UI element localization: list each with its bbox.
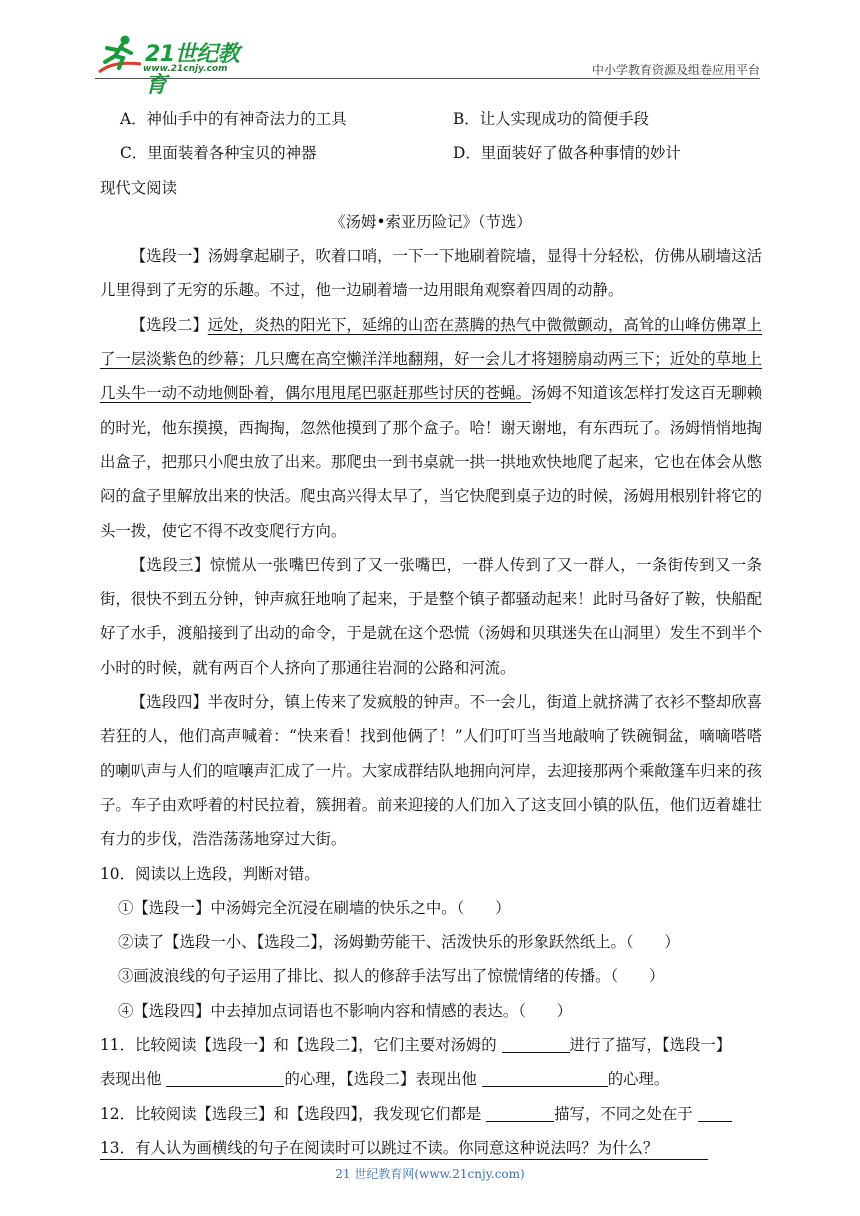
answer-blank[interactable] (486, 1103, 554, 1122)
question-11-text: 进行了描写，【选段一】 (569, 1036, 732, 1055)
platform-name: 中小学教育资源及组卷应用平台 (591, 63, 760, 77)
passage-title: 《汤姆•索亚历险记》（节选） (330, 212, 532, 231)
question-10-item: ②读了【选段一小、【选段二】，汤姆勤劳能干、活泼快乐的形象跃然纸上。（ ） (118, 933, 680, 952)
question-12 (100, 1097, 762, 1131)
page-header (95, 34, 760, 98)
logo-url: www.21cnjy.com (143, 64, 228, 74)
question-11-text: 11．比较阅读【选段一】和【选段二】，它们主要对汤姆的 (100, 1036, 502, 1055)
options-row (100, 102, 762, 136)
passage-paragraph-3: 【选段三】惊慌从一张嘴巴传到了又一张嘴巴，一群人传到了又一群人，一条街传到又一条街，很快不到五分钟，钟声疯狂地响了起来，于是整个镇子都骚动起来！此时马备好了鞍，快船配好了水手，渡船接到了出动的命令，于是就在这个恐慌（汤姆和贝琪迷失在山洞里）发生不到半个小时的时候，就有两百个人挤向了那通往岩洞的公路和河流。 (100, 555, 762, 677)
passage-paragraph-4: 【选段四】半夜时分，镇上传来了发疯般的钟声。不一会儿，街道上就挤满了衣衫不整却欣喜若狂的人，他们高声喊着：“快来看！找到他俩了！”人们叮叮当当地敲响了铁碗铜盆，嘀嘀嗒嗒的喇叭声与人们的喧嚷声汇成了一片。大家成群结队地拥向河岸，去迎接那两个乘敞篷车归来的孩子。车子由欢呼着的村民拉着，簇拥着。前来迎接的人们加入了这支回小镇的队伍，他们迈着雄壮有力的步伐，浩浩荡荡地穿过大街。 (100, 693, 762, 849)
answer-blank[interactable] (502, 1034, 570, 1053)
passage-paragraph-2 (100, 308, 762, 548)
question-11-line-2 (100, 1062, 762, 1096)
question-10: 10．阅读以上选段，判断对错。 (100, 864, 320, 883)
question-10-item: ①【选段一】中汤姆完全沉浸在刷墙的快乐之中。（ ） (118, 898, 511, 917)
answer-blank[interactable] (166, 1068, 284, 1087)
question-12-text: 12．比较阅读【选段三】和【选段四】，我发现它们都是 (100, 1104, 487, 1123)
question-12-text: 描写，不同之处在于 (554, 1104, 698, 1123)
question-11-text: 的心理，【选段二】表现出他 (284, 1070, 482, 1089)
underlined-sentence: 远处，炎热的阳光下，延绵的山峦在蒸腾的热气中微微颤动，高耸的山峰仿佛罩上了一层淡紫色的纱幕；几只鹰在高空懒洋洋地翻翔，好一会儿才将翅膀扇动两三下；近处的草地上几头牛一动不动地侧卧着，偶尔甩甩尾巴驱赶那些讨厌的苍蝇。 (100, 315, 762, 403)
page-content (100, 102, 762, 1165)
question-11-text: 表现出他 (100, 1070, 167, 1089)
option-a: A．神仙手中的有神奇法力的工具 (120, 110, 347, 128)
section-label: 现代文阅读 (100, 178, 177, 197)
answer-blank[interactable] (698, 1103, 732, 1122)
option-c: C．里面装着各种宝贝的神器 (120, 144, 317, 163)
paragraph-text: 汤姆不知道该怎样打发这百无聊赖的时光，他东摸摸，西掏掏，忽然他摸到了那个盒子。哈！谢天谢地，有东西玩了。汤姆悄悄地掏出盒子，把那只小爬虫放了出来。那爬虫一到书桌就一拱一拱地欢快地爬了起来，它也在体会从憋闷的盒子里解放出来的快活。爬虫高兴得太早了，当它快爬到桌子边的时候，汤姆用根别针将它的头一拨，使它不得不改变爬行方向。 (100, 384, 762, 540)
logo (95, 34, 260, 98)
footer-divider (100, 1159, 708, 1160)
answer-blank[interactable] (482, 1068, 608, 1087)
option-b: B．让人实现成功的简便手段 (453, 110, 649, 128)
question-10-item: ③画波浪线的句子运用了排比、拟人的修辞手法写出了惊慌情绪的传播。（ ） (118, 967, 665, 986)
question-10-item: ④【选段四】中去掉加点词语也不影响内容和情感的表达。（ ） (118, 1001, 573, 1020)
option-d: D．里面装好了做各种事情的妙计 (453, 144, 681, 163)
paragraph-label: 【选段二】 (130, 315, 208, 334)
question-11-text: 的心理。 (607, 1070, 670, 1089)
header-divider (95, 78, 760, 79)
footer-text: 21 世纪教育网(www.21cnjy.com) (335, 1167, 525, 1181)
logo-text: 21世纪教育 (145, 42, 240, 98)
runner-logo-icon (95, 34, 147, 78)
options-row (100, 136, 762, 170)
question-13: 13．有人认为画横线的句子在阅读时可以跳过不读。你同意这种说法吗？为什么？ (100, 1138, 659, 1157)
question-11-line-1 (100, 1028, 762, 1062)
passage-paragraph-1: 【选段一】汤姆拿起刷子，吹着口哨，一下一下地刷着院墙，显得十分轻松，仿佛从刷墙这活儿里得到了无穷的乐趣。不过，他一边刷着墙一边用眼角观察着四周的动静。 (100, 247, 762, 300)
